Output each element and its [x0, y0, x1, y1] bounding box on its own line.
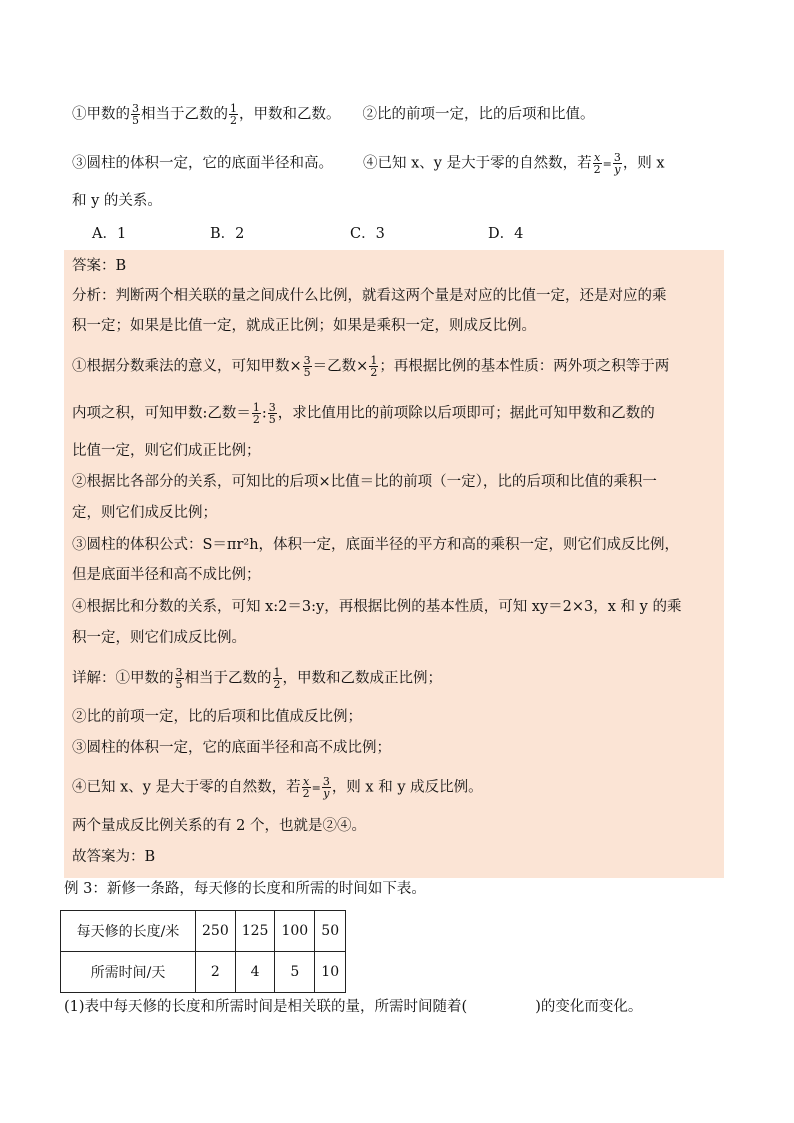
table-row [61, 952, 346, 993]
fraction: $\frac{1}{2}$ [230, 102, 237, 127]
table-row [61, 911, 346, 952]
fraction: $\frac{3}{5}$ [268, 401, 276, 426]
item2-text: ②比的前项一定，比的后项和比值。 [362, 106, 595, 123]
example-3-question-1: (1)表中每天修的长度和所需时间是相关联的量，所需时间随着( )的变化而变化。 [64, 999, 643, 1015]
item3-text: ③圆柱的体积一定，它的底面半径和高。 [72, 155, 333, 172]
point-1-line-3: 比值一定，则它们成正比例； [72, 443, 261, 459]
fraction: $\frac{3}{y}$ [322, 775, 330, 800]
point-1-line-1: ①根据分数乘法的意义，可知甲数× $\frac{3}{5}$ ＝乙数× $\frac{1}{2}$ ；再根据比例的基本性质：两外项之积等于两 [72, 354, 670, 379]
fraction: $\frac{1}{2}$ [273, 666, 281, 691]
fraction: $\frac{x}{2}$ [302, 775, 310, 800]
detail-line-2: ②比的前项一定，比的后项和比值成反比例； [72, 709, 362, 725]
point-2-line-2: 定，则它们成反比例； [72, 505, 217, 521]
question-item-3-and-4 [72, 152, 665, 175]
table-cell: 每天修的长度/米 [61, 911, 196, 952]
table-cell: 4 [235, 952, 275, 993]
road-data-table [60, 910, 346, 993]
fraction: $\frac{1}{2}$ [370, 354, 378, 379]
summary-line: 两个量成反比例关系的有 2 个，也就是②④。 [72, 818, 366, 834]
analysis-line-2: 积一定；如果是比值一定，就成正比例；如果是乘积一定，则成反比例。 [72, 318, 536, 334]
fraction: $\frac{x}{2}$ [593, 151, 601, 176]
item1-text-a: ①甲数的 [72, 106, 130, 123]
item1-text-b: 相当于乙数的 [141, 106, 228, 123]
equals-sign: = [311, 781, 321, 795]
point-4-line-2: 积一定，则它们成反比例。 [72, 630, 246, 646]
item4-text-a: ④已知 x、y 是大于零的自然数，若 [363, 155, 592, 172]
answer-line: 答案：B [72, 258, 127, 274]
option-d: D．4 [488, 226, 524, 242]
point-2-line-1: ②根据比各部分的关系，可知比的后项×比值＝比的前项（一定），比的后项和比值的乘积一 [72, 474, 657, 490]
table-cell: 125 [235, 911, 275, 952]
point-1-line-2: 内项之积，可知甲数:乙数＝ $\frac{1}{2}$ : $\frac{3}{5}$ ，求比值用比的前项除以后项即可；据此可知甲数和乙数的 [72, 401, 655, 426]
table-cell: 所需时间/天 [61, 952, 196, 993]
question-item-1-and-2 [72, 103, 595, 126]
table-cell: 2 [196, 952, 236, 993]
option-a: A．1 [92, 226, 127, 242]
table-cell: 250 [196, 911, 236, 952]
fraction: $\frac{3}{5}$ [132, 102, 139, 127]
detail-line-4: ④已知 x、y 是大于零的自然数，若 $\frac{x}{2}$ = $\frac{3}{y}$ ，则 x 和 y 成反比例。 [72, 775, 483, 800]
equals-sign: = [602, 157, 612, 171]
item4-text-b: ，则 x [622, 155, 665, 172]
point-3-line-2: 但是底面半径和高不成比例； [72, 567, 261, 583]
item1-text-c: ，甲数和乙数。 [239, 106, 341, 123]
point-4-line-1: ④根据比和分数的关系，可知 x:2＝3:y，再根据比例的基本性质，可知 xy＝2×3，x 和 y 的乘 [72, 599, 682, 615]
detail-line-1: 详解：①甲数的 $\frac{3}{5}$ 相当于乙数的 $\frac{1}{2}$ ，甲数和乙数成正比例； [72, 666, 442, 691]
table-cell: 5 [275, 952, 315, 993]
point-3-line-1: ③圆柱的体积公式：S＝πr²h，体积一定，底面半径的平方和高的乘积一定，则它们成反比例， [72, 537, 680, 553]
example-3-intro: 例 3：新修一条路，每天修的长度和所需的时间如下表。 [64, 881, 426, 897]
fraction: $\frac{3}{y}$ [613, 151, 621, 176]
option-b: B．2 [210, 226, 245, 242]
fraction: $\frac{3}{5}$ [303, 354, 311, 379]
analysis-line-1: 分析：判断两个相关联的量之间成什么比例，就看这两个量是对应的比值一定，还是对应的乘 [72, 288, 667, 304]
detail-line-3: ③圆柱的体积一定，它的底面半径和高不成比例； [72, 740, 391, 756]
table-cell: 10 [315, 952, 346, 993]
item4-text-c: 和 y 的关系。 [72, 193, 162, 209]
fraction: $\frac{3}{5}$ [175, 666, 183, 691]
fraction: $\frac{1}{2}$ [252, 401, 260, 426]
option-c: C．3 [350, 226, 385, 242]
final-answer-line: 故答案为：B [72, 849, 156, 865]
table-cell: 50 [315, 911, 346, 952]
table-cell: 100 [275, 911, 315, 952]
